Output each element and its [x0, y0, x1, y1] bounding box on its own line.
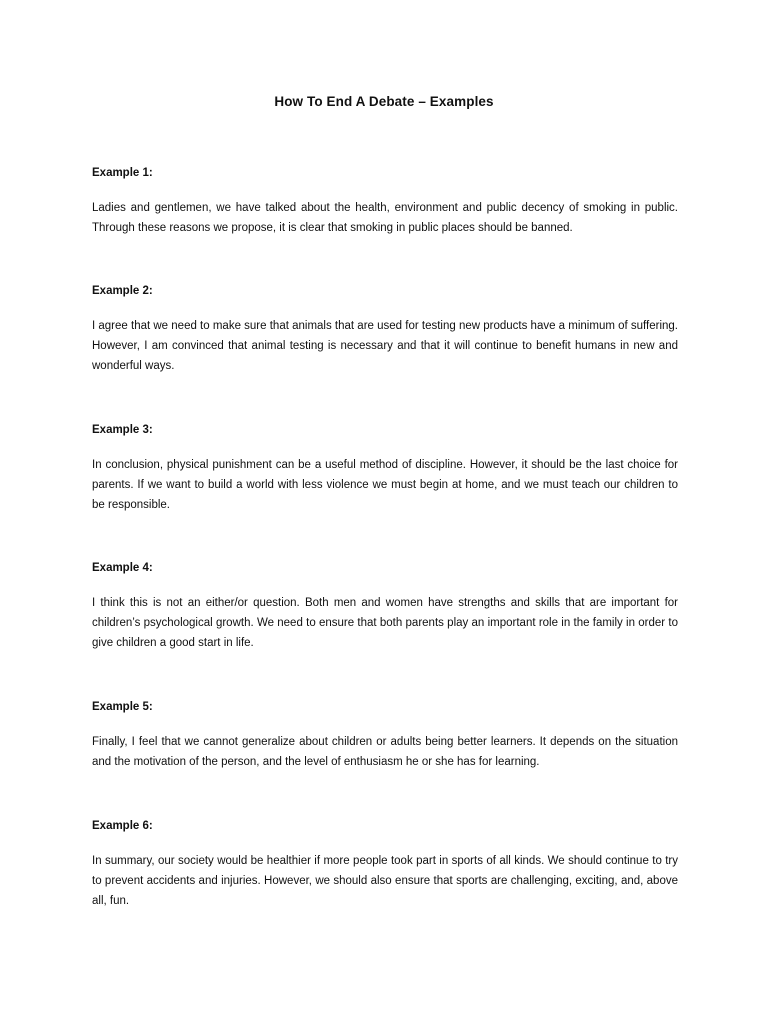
- example-heading: Example 5:: [92, 701, 153, 713]
- example-section: [92, 166, 678, 238]
- example-section: [92, 423, 678, 515]
- example-heading: Example 4:: [92, 562, 153, 574]
- example-heading: Example 2:: [92, 285, 153, 297]
- example-heading: Example 1:: [92, 167, 153, 179]
- example-section: [92, 700, 678, 772]
- example-paragraph: In conclusion, physical punishment can be a useful method of discipline. However, it should be the last choice for parents. If we want to build a world with less violence we must begin at home, and we must teach our children to be responsible.: [92, 459, 678, 511]
- example-paragraph: I agree that we need to make sure that animals that are used for testing new products have a minimum of suffering. However, I am convinced that animal testing is necessary and that it will continue to benefit humans in new and wonderful ways.: [92, 320, 678, 372]
- example-paragraph: Finally, I feel that we cannot generalize about children or adults being better learners. It depends on the situation and the motivation of the person, and the level of enthusiasm he or she has for learning.: [92, 736, 678, 768]
- example-section: [92, 819, 678, 911]
- example-paragraph: Ladies and gentlemen, we have talked about the health, environment and public decency of smoking in public. Through these reasons we propose, it is clear that smoking in public places should be banned.: [92, 202, 678, 234]
- document-title: How To End A Debate – Examples: [274, 94, 494, 109]
- example-heading: Example 3:: [92, 424, 153, 436]
- example-paragraph: I think this is not an either/or question. Both men and women have strengths and skills that are important for children’s psychological growth. We need to ensure that both parents play an important role in the family in order to give children a good start in life.: [92, 597, 678, 649]
- example-paragraph: In summary, our society would be healthier if more people took part in sports of all kinds. We should continue to try to prevent accidents and injuries. However, we should also ensure that sports are challenging, exciting, and, above all, fun.: [92, 855, 678, 907]
- example-section: [92, 561, 678, 653]
- example-section: [92, 284, 678, 376]
- example-heading: Example 6:: [92, 820, 153, 832]
